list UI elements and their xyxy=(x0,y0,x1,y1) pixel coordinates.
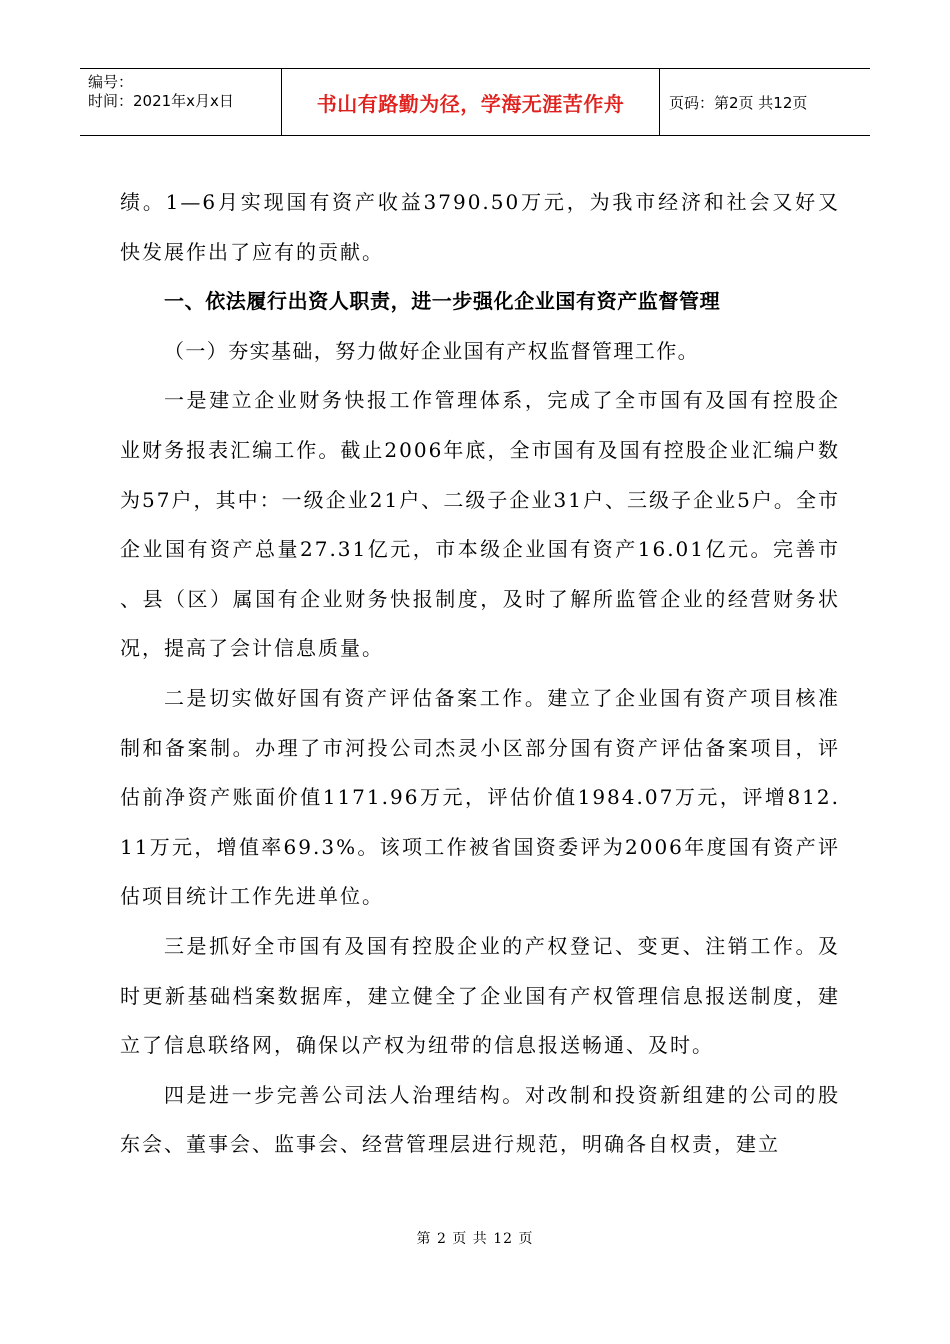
paragraph-item-4: 四是进一步完善公司法人治理结构。对改制和投资新组建的公司的股东会、董事会、监事会、经营管理层进行规范，明确各自权责，建立 xyxy=(120,1082,840,1157)
document-body xyxy=(120,178,840,1170)
paragraph-item-1: 一是建立企业财务快报工作管理体系，完成了全市国有及国有控股企业财务报表汇编工作。截止2006年底，全市国有及国有控股企业汇编户数为57户，其中：一级企业21户、二级子企业31户、三级子企业5户。全市企业国有资产总量27.31亿元，市本级企业国有资产16.01亿元。完善市、县（区）属国有企业财务快报制度，及时了解所监管企业的经营财务状况，提高了会计信息质量。 xyxy=(120,388,840,661)
header-page-code xyxy=(660,69,870,135)
page-footer: 第 2 页 共 12 页 xyxy=(416,1231,534,1247)
section-heading: 一、依法履行出资人职责，进一步强化企业国有资产监督管理 xyxy=(164,289,721,314)
date-label: 时间：2021年x月x日 xyxy=(88,92,234,110)
paragraph-item-3: 三是抓好全市国有及国有控股企业的产权登记、变更、注销工作。及时更新基础档案数据库，建立健全了企业国有产权管理信息报送制度，建立了信息联络网，确保以产权为纽带的信息报送畅通、及时。 xyxy=(120,933,840,1058)
serial-number-label: 编号： xyxy=(88,73,134,91)
page-code-text: 页码：第2页 共12页 xyxy=(669,93,808,112)
header-meta xyxy=(80,69,282,135)
paragraph-continuation: 绩。1—6月实现国有资产收益3790.50万元，为我市经济和社会又好又快发展作出了应有的贡献。 xyxy=(120,190,840,264)
subsection-heading: （一）夯实基础，努力做好企业国有产权监督管理工作。 xyxy=(164,338,699,363)
motto-text: 书山有路勤为径，学海无涯苦作舟 xyxy=(316,91,625,116)
header-motto-cell xyxy=(282,69,660,135)
document-header xyxy=(80,68,870,136)
paragraph-item-2: 二是切实做好国有资产评估备案工作。建立了企业国有资产项目核准制和备案制。办理了市河投公司杰灵小区部分国有资产评估备案项目，评估前净资产账面价值1171.96万元，评估价值1984.07万元，评增812.11万元，增值率69.3%。该项工作被省国资委评为2006年度国有资产评估项目统计工作先进单位。 xyxy=(120,685,840,909)
